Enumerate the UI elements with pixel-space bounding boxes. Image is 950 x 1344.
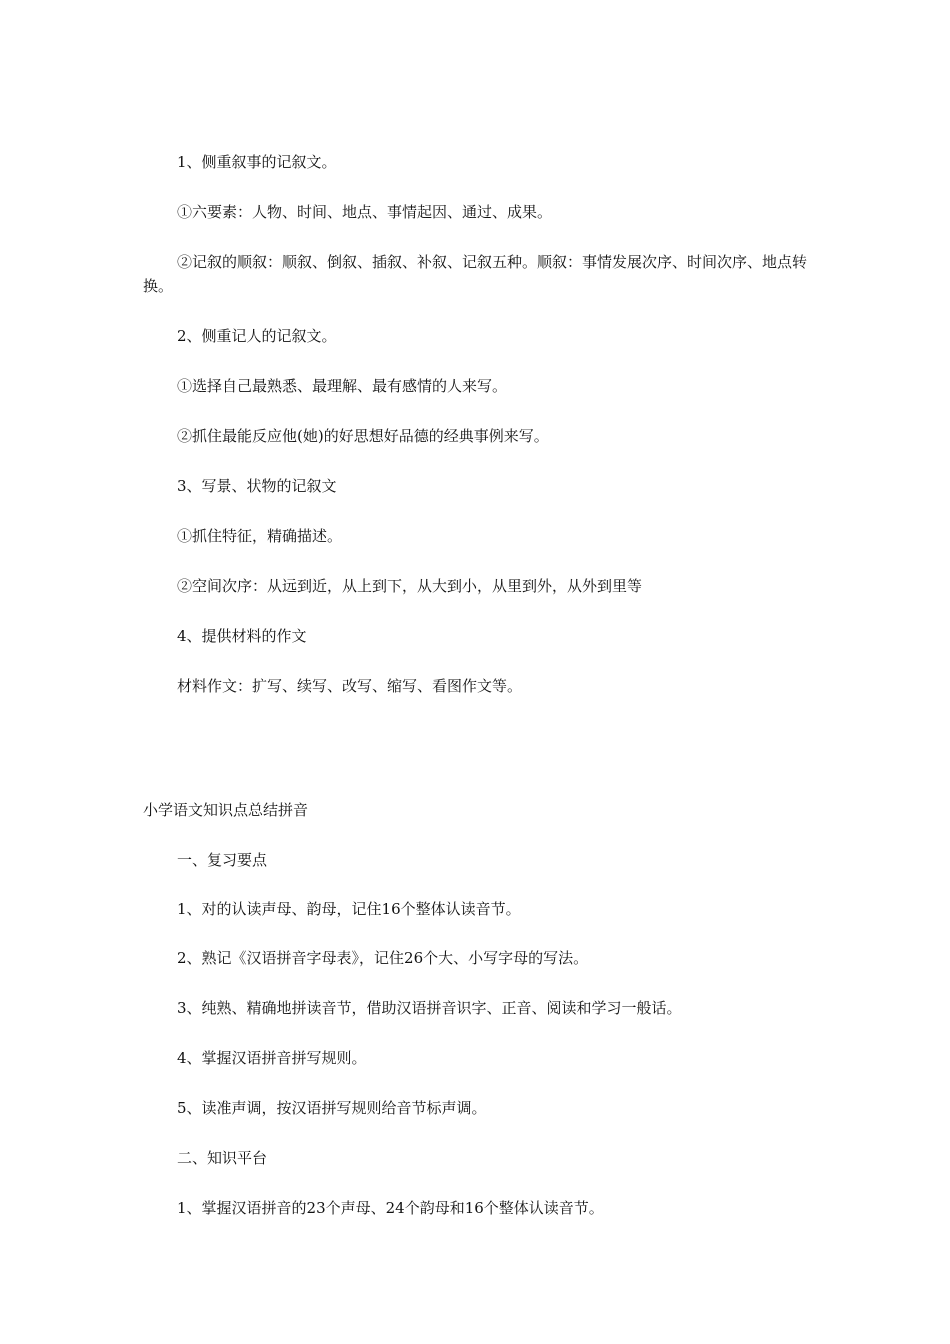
paragraph: 1、掌握汉语拼音的23个声母、24个韵母和16个整体认读音节。 bbox=[177, 1199, 604, 1217]
paragraph: ①抓住特征，精确描述。 bbox=[177, 527, 343, 545]
paragraph: 5、读准声调，按汉语拼写规则给音节标声调。 bbox=[177, 1099, 487, 1117]
paragraph-wrapped: ②记叙的顺叙：顺叙、倒叙、插叙、补叙、记叙五种。顺叙：事情发展次序、时间次序、地点转换。 bbox=[143, 253, 808, 295]
paragraph: 二、知识平台 bbox=[177, 1149, 268, 1167]
paragraph: 一、复习要点 bbox=[177, 851, 268, 869]
paragraph: 1、对的认读声母、韵母，记住16个整体认读音节。 bbox=[177, 900, 521, 918]
section-title: 小学语文知识点总结拼音 bbox=[143, 801, 309, 819]
paragraph: ②抓住最能反应他(她)的好思想好品德的经典事例来写。 bbox=[177, 427, 549, 445]
paragraph: 4、掌握汉语拼音拼写规则。 bbox=[177, 1049, 367, 1067]
paragraph: 1、侧重叙事的记叙文。 bbox=[177, 153, 337, 171]
paragraph: ①选择自己最熟悉、最理解、最有感情的人来写。 bbox=[177, 377, 508, 395]
paragraph: ①六要素：人物、时间、地点、事情起因、通过、成果。 bbox=[177, 203, 553, 221]
paragraph: 2、熟记《汉语拼音字母表》，记住26个大、小写字母的写法。 bbox=[177, 949, 589, 967]
paragraph: 3、纯熟、精确地拼读音节，借助汉语拼音识字、正音、阅读和学习一般话。 bbox=[177, 999, 682, 1017]
paragraph: 3、写景、状物的记叙文 bbox=[177, 477, 337, 495]
paragraph: ②空间次序：从远到近，从上到下，从大到小，从里到外，从外到里等 bbox=[177, 577, 643, 595]
paragraph: 2、侧重记人的记叙文。 bbox=[177, 327, 337, 345]
paragraph: 4、提供材料的作文 bbox=[177, 627, 307, 645]
paragraph: 材料作文：扩写、续写、改写、缩写、看图作文等。 bbox=[177, 677, 523, 695]
